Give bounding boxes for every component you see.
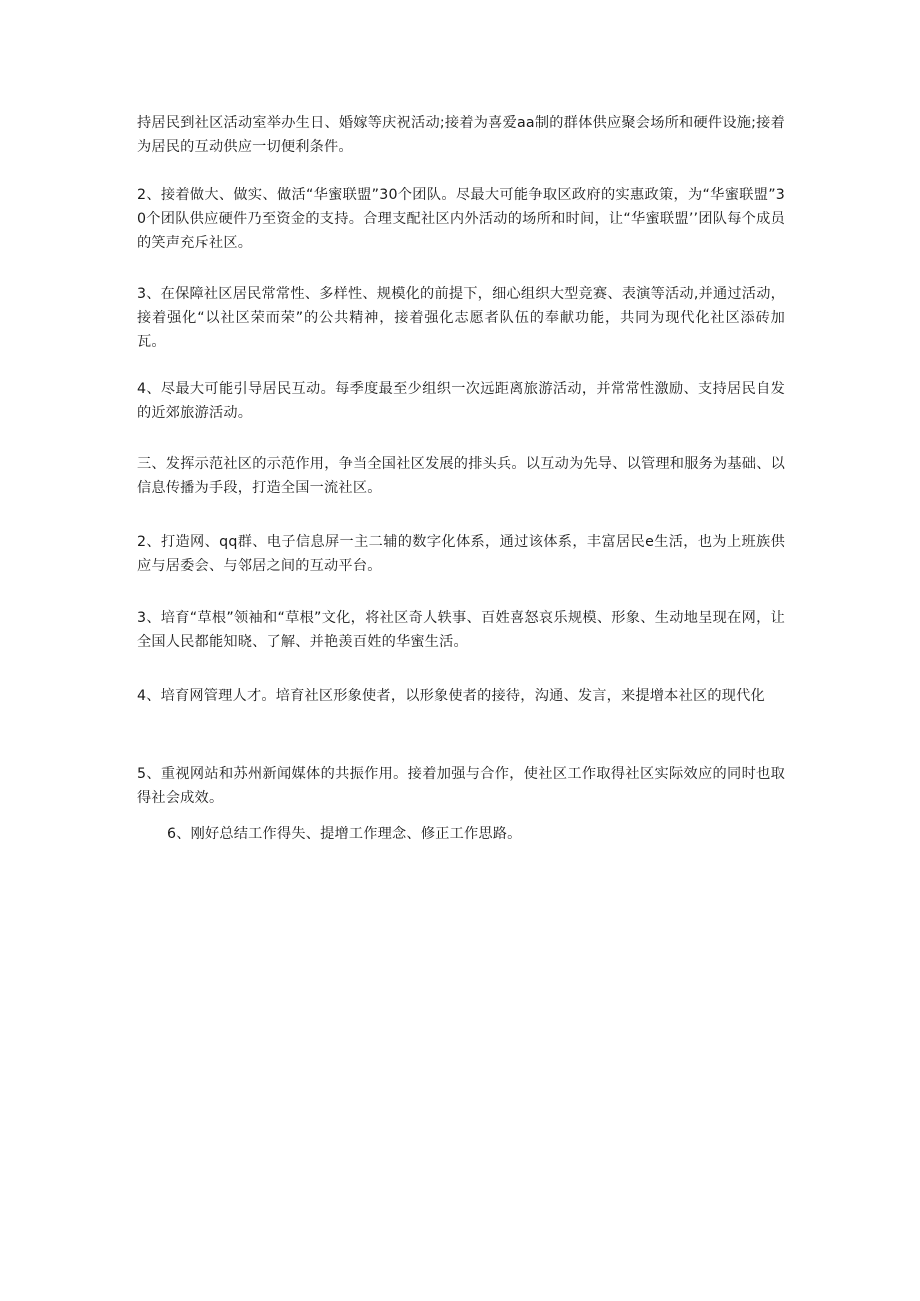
paragraph-9: 5、重视网站和苏州新闻媒体的共振作用。接着加强与合作，使社区工作取得社区实际效应的同时也取得社会成效。 bbox=[137, 766, 785, 806]
paragraph-6: 2、打造网、qq群、电子信息屏一主二辅的数字化体系，通过该体系，丰富居民e生活，也为上班族供应与居委会、与邻居之间的互动平台。 bbox=[137, 534, 785, 574]
paragraph-1: 持居民到社区活动室举办生日、婚嫁等庆祝活动;接着为喜爱aa制的群体供应聚会场所和硬件设施;接着为居民的互动供应一切便利条件。 bbox=[137, 115, 785, 155]
paragraph-10: 6、刚好总结工作得失、提增工作理念、修正工作思路。 bbox=[167, 826, 522, 842]
paragraph-8: 4、培育网管理人才。培育社区形象使者，以形象使者的接待，沟通、发言，来提增本社区的现代化 bbox=[137, 688, 765, 704]
paragraph-3: 3、在保障社区居民常常性、多样性、规模化的前提下，细心组织大型竞赛、表演等活动,并通过活动，接着强化“以社区荣而荣”的公共精神，接着强化志愿者队伍的奉献功能，共同为现代化社区添砖加瓦。 bbox=[137, 286, 785, 350]
paragraph-4: 4、尽最大可能引导居民互动。每季度最至少组织一次远距离旅游活动，并常常性激励、支持居民自发的近郊旅游活动。 bbox=[137, 381, 785, 421]
paragraph-2: 2、接着做大、做实、做活“华蜜联盟”30个团队。尽最大可能争取区政府的实惠政策，为“华蜜联盟”30个团队供应硬件乃至资金的支持。合理支配社区内外活动的场所和时间，让“华蜜联盟’’团队每个成员的笑声充斥社区。 bbox=[137, 187, 785, 251]
paragraph-7: 3、培育“草根”领袖和“草根”文化，将社区奇人轶事、百姓喜怒哀乐规模、形象、生动地呈现在网，让全国人民都能知晓、了解、并艳羡百姓的华蜜生活。 bbox=[137, 610, 785, 650]
paragraph-5: 三、发挥示范社区的示范作用，争当全国社区发展的排头兵。以互动为先导、以管理和服务为基础、以信息传播为手段，打造全国一流社区。 bbox=[137, 456, 785, 496]
